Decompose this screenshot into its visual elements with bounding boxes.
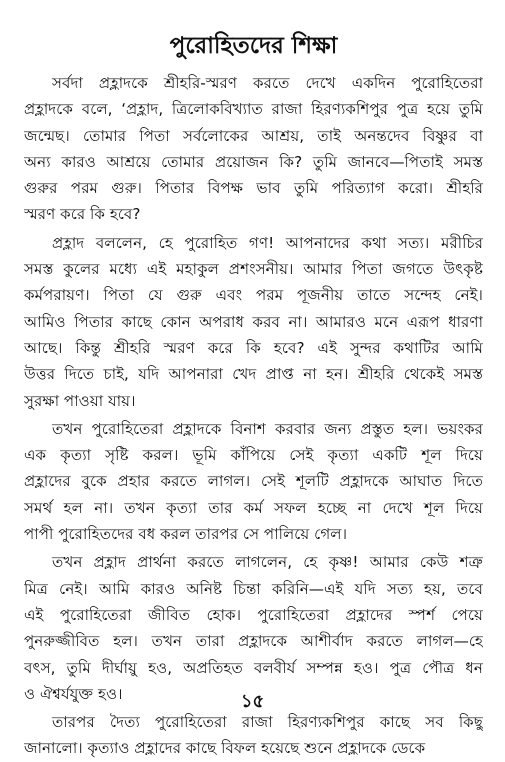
text-line: সমস্ত কুলের মধ্যে এই মহাকুল প্রশংসনীয়। আমার পিতা জগতে উৎকৃষ্ট <box>24 260 483 279</box>
text-line: উত্তর দিতে চাই, যদি আপনারা খেদ প্রাপ্ত না হন। শ্রীহরি থেকেই সমস্ত <box>24 365 483 384</box>
paragraph <box>24 549 483 707</box>
paragraph <box>24 230 483 414</box>
text-line: মিত্র নেই। আমি কারও অনিষ্ট চিন্তা করিনি—এই যদি সত্য হয়, তবে <box>24 579 483 598</box>
text-line: তখন পুরোহিতেরা প্রহ্লাদকে বিনাশ করবার জন্য প্রস্তুত হল। ভয়ংকর <box>52 419 483 438</box>
text-line: পাপী পুরোহিতদের বধ করল তারপর সে পালিয়ে গেল। <box>24 525 348 544</box>
chapter-title: পুরোহিতদের শিক্ষা <box>169 33 338 59</box>
text-line: পুনরুজ্জীবিত হল। তখন তারা প্রহ্লাদকে আশীর্বাদ করতে লাগল—হে <box>24 632 483 651</box>
text-line: বৎস, তুমি দীর্ঘায়ু হও, অপ্রতিহত বলবীর্য সম্পন্ন হও। পুত্র পৌত্র ধন <box>24 658 483 677</box>
text-line: তখন প্রহ্লাদ প্রার্থনা করতে লাগলেন, হে কৃষ্ণ! আমার কেউ শত্রু <box>52 553 483 572</box>
text-line: কর্মপরায়ণ। পিতা যে গুরু এবং পরম পূজনীয় তাতে সন্দেহ নেই। <box>24 286 483 305</box>
text-line: গুরুর পরম গুরু। পিতার বিপক্ষ ভাব তুমি পরিত্যাগ করো। শ্রীহরি <box>24 179 483 198</box>
text-line: এক কৃত্যা সৃষ্টি করল। ভূমি কাঁপিয়ে সেই কৃত্যা একটি শূল দিয়ে <box>24 446 483 465</box>
text-line: প্রহ্লাদ বললেন, হে পুরোহিত গণ! আপনাদের কথা সত্য। মরীচির <box>52 233 483 252</box>
text-line: তারপর দৈত্য পুরোহিতেরা রাজা হিরণ্যকশিপুর কাছে সব কিছু <box>52 713 483 732</box>
text-line: জানালো। কৃত্যাও প্রহ্লাদের কাছে বিফল হয়েছে শুনে প্রহ্লাদকে ডেকে <box>24 739 426 758</box>
text-line: সর্বদা প্রহ্লাদকে শ্রীহরি-স্মরণ করতে দেখে একদিন পুরোহিতেরা <box>52 74 483 92</box>
text-line: আছে। কিন্তু শ্রীহরি স্মরণ করে কি হবে? এই সুন্দর কথাটির আমি <box>24 338 483 357</box>
paragraph <box>24 416 483 547</box>
text-line: এই পুরোহিতেরা জীবিত হোক। পুরোহিতেরা প্রহ্লাদের স্পর্শ পেয়ে <box>24 605 483 624</box>
paragraph <box>24 709 483 762</box>
page-number: ১৫ <box>240 691 265 712</box>
body-text <box>24 70 483 762</box>
text-line: অন্য কারও আশ্রয়ে তোমার প্রয়োজন কি? তুমি জানবে—পিতাই সমস্ত <box>24 152 483 171</box>
text-line: আমিও পিতার কাছে কোন অপরাধ করব না। আমারও মনে এরূপ ধারণা <box>24 312 483 331</box>
text-line: ও ঐশ্বর্যযুক্ত হও। <box>24 684 123 703</box>
text-line: সুরক্ষা পাওয়া যায়। <box>24 391 136 410</box>
paragraph <box>24 70 483 228</box>
text-line: জন্মেছ। তোমার পিতা সর্বলোকের আশ্রয়, তাই অনন্তদেব বিষ্ণুর বা <box>24 126 483 145</box>
text-line: প্রহ্লাদকে বলে, ‘প্রহ্লাদ, ত্রিলোকবিখ্যাত রাজা হিরণ্যকশিপুর পুত্র হয়ে তুমি <box>24 100 483 119</box>
text-line: প্রহ্লাদের বুকে প্রহার করতে লাগল। সেই শূলটি প্রহ্লাদকে আঘাত দিতে <box>24 472 483 491</box>
text-line: সমর্থ হল না। তখন কৃত্যা তার কর্ম সফল হচ্ছে না দেখে শূল দিয়ে <box>24 498 483 517</box>
text-line: স্মরণ করে কি হবে? <box>24 205 141 224</box>
